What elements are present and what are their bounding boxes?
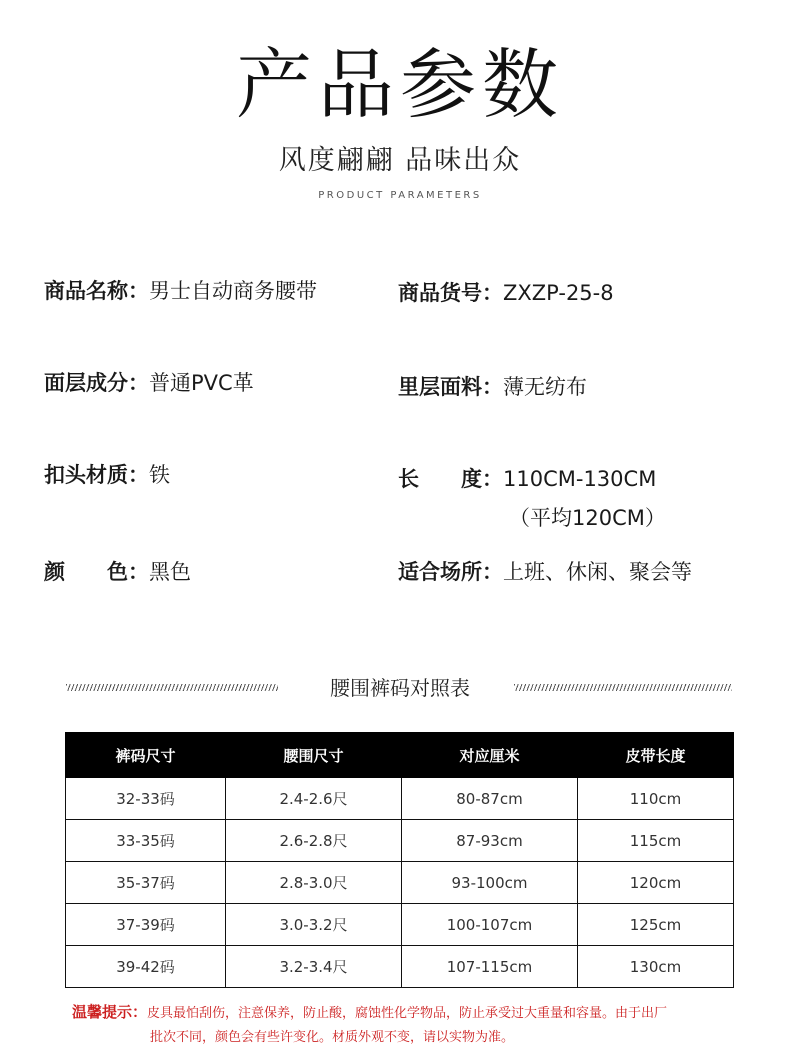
header-cell-pants-size: 裤码尺寸 <box>66 733 226 778</box>
table-cell: 87-93cm <box>402 820 578 862</box>
spec-length-average <box>509 503 666 533</box>
spec-label: 里层面料： <box>398 375 503 399</box>
spec-value: 上班、休闲、聚会等 <box>503 560 692 584</box>
table-cell: 110cm <box>578 778 734 820</box>
table-cell: 125cm <box>578 904 734 946</box>
spec-label: 颜 色： <box>44 560 149 584</box>
header-cell-waist-size: 腰围尺寸 <box>226 733 402 778</box>
table-cell: 2.4-2.6尺 <box>226 778 402 820</box>
table-row <box>66 778 734 820</box>
table-cell: 3.2-3.4尺 <box>226 946 402 988</box>
spec-color <box>44 557 191 587</box>
spec-value: 普通PVC革 <box>149 371 254 395</box>
table-cell: 2.6-2.8尺 <box>226 820 402 862</box>
spec-occasion <box>398 557 692 587</box>
table-cell: 2.8-3.0尺 <box>226 862 402 904</box>
table-row <box>66 820 734 862</box>
care-notice <box>72 1000 732 1050</box>
spec-label: 商品名称： <box>44 279 149 303</box>
table-cell: 39-42码 <box>66 946 226 988</box>
spec-value: 薄无纺布 <box>503 375 587 399</box>
table-cell: 120cm <box>578 862 734 904</box>
spec-product-name <box>44 276 317 306</box>
spec-label: 适合场所： <box>398 560 503 584</box>
table-cell: 3.0-3.2尺 <box>226 904 402 946</box>
size-chart-table <box>65 732 734 988</box>
table-cell: 130cm <box>578 946 734 988</box>
spec-label: 长 度： <box>398 467 503 491</box>
spec-value: 黑色 <box>149 560 191 584</box>
header-cell-cm: 对应厘米 <box>402 733 578 778</box>
spec-surface-material <box>44 368 254 398</box>
notice-text-line2: 批次不同，颜色会有些许变化。材质外观不变，请以实物为准。 <box>150 1030 515 1045</box>
hatch-divider-right <box>514 684 732 691</box>
spec-value: ZXZP-25-8 <box>503 281 614 305</box>
table-cell: 35-37码 <box>66 862 226 904</box>
table-cell: 107-115cm <box>402 946 578 988</box>
table-cell: 37-39码 <box>66 904 226 946</box>
notice-text-line1: 皮具最怕刮伤，注意保养，防止酸，腐蚀性化学物品，防止承受过大重量和容量。由于出厂 <box>147 1006 668 1021</box>
table-cell: 32-33码 <box>66 778 226 820</box>
spec-label: 商品货号： <box>398 281 503 305</box>
table-cell: 93-100cm <box>402 862 578 904</box>
notice-label: 温馨提示： <box>72 1003 148 1021</box>
spec-value: 110CM-130CM <box>503 467 657 491</box>
spec-lining-material <box>398 372 587 402</box>
table-cell: 100-107cm <box>402 904 578 946</box>
spec-value: （平均120CM） <box>509 506 666 530</box>
table-row <box>66 946 734 988</box>
page-subtitle: 风度翩翩 品味出众 <box>278 145 522 176</box>
spec-label: 面层成分： <box>44 371 149 395</box>
table-header-row <box>66 733 734 778</box>
spec-product-code <box>398 278 614 308</box>
spec-label: 扣头材质： <box>44 463 149 487</box>
page-title: 产品参数 <box>236 40 564 129</box>
table-cell: 115cm <box>578 820 734 862</box>
spec-buckle-material <box>44 460 170 490</box>
page-subtitle-english: PRODUCT PARAMETERS <box>318 190 482 201</box>
table-row <box>66 862 734 904</box>
spec-value: 铁 <box>149 463 170 487</box>
table-cell: 33-35码 <box>66 820 226 862</box>
size-chart-title: 腰围裤码对照表 <box>330 676 470 700</box>
spec-value: 男士自动商务腰带 <box>149 279 317 303</box>
header-cell-belt-length: 皮带长度 <box>578 733 734 778</box>
table-row <box>66 904 734 946</box>
spec-length <box>398 464 656 494</box>
table-cell: 80-87cm <box>402 778 578 820</box>
